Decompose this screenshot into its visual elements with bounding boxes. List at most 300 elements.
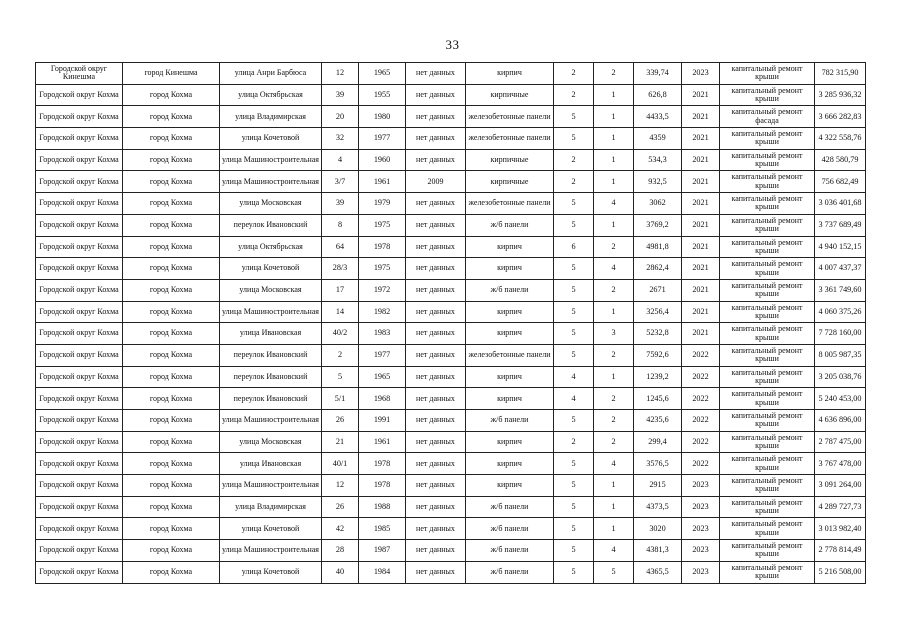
cell-floors: 5 xyxy=(554,475,594,497)
cell-wall-material: кирпич xyxy=(466,63,554,85)
cell-repair-year: 2021 xyxy=(682,128,720,150)
cell-build-year: 1983 xyxy=(359,323,406,345)
cell-work-type: капитальный ремонт фасада xyxy=(720,106,815,128)
cell-house-number: 12 xyxy=(322,63,359,85)
cell-settlement: город Кохма xyxy=(123,84,220,106)
cell-build-year: 1977 xyxy=(359,344,406,366)
cell-house-number: 12 xyxy=(322,475,359,497)
cell-repair-year: 2021 xyxy=(682,106,720,128)
cell-street: переулок Ивановский xyxy=(220,344,322,366)
cell-wall-material: железобетонные панели xyxy=(466,344,554,366)
cell-settlement: город Кохма xyxy=(123,236,220,258)
cell-house-number: 26 xyxy=(322,496,359,518)
cell-municipality: Городской округ Кохма xyxy=(36,518,123,540)
cell-settlement: город Кохма xyxy=(123,453,220,475)
cell-entrances: 4 xyxy=(594,193,634,215)
cell-cost: 428 580,79 xyxy=(815,149,866,171)
cell-work-type: капитальный ремонт крыши xyxy=(720,301,815,323)
cell-area: 4433,5 xyxy=(634,106,682,128)
cell-settlement: город Кохма xyxy=(123,475,220,497)
cell-municipality: Городской округ Кохма xyxy=(36,128,123,150)
cell-municipality: Городской округ Кохма xyxy=(36,106,123,128)
cell-last-repair-year: нет данных xyxy=(406,279,466,301)
cell-cost: 4 636 896,00 xyxy=(815,410,866,432)
cell-house-number: 20 xyxy=(322,106,359,128)
cell-floors: 6 xyxy=(554,236,594,258)
cell-wall-material: кирпич xyxy=(466,236,554,258)
cell-entrances: 2 xyxy=(594,410,634,432)
cell-house-number: 40/1 xyxy=(322,453,359,475)
cell-cost: 3 361 749,60 xyxy=(815,279,866,301)
cell-wall-material: кирпич xyxy=(466,388,554,410)
cell-entrances: 2 xyxy=(594,236,634,258)
cell-municipality: Городской округ Кохма xyxy=(36,301,123,323)
cell-area: 3576,5 xyxy=(634,453,682,475)
cell-last-repair-year: нет данных xyxy=(406,475,466,497)
cell-work-type: капитальный ремонт крыши xyxy=(720,279,815,301)
cell-municipality: Городской округ Кохма xyxy=(36,561,123,583)
cell-cost: 3 737 689,49 xyxy=(815,214,866,236)
cell-wall-material: ж/б панели xyxy=(466,214,554,236)
table-row xyxy=(36,236,866,258)
cell-build-year: 1982 xyxy=(359,301,406,323)
cell-area: 3256,4 xyxy=(634,301,682,323)
table-row xyxy=(36,431,866,453)
cell-cost: 4 007 437,37 xyxy=(815,258,866,280)
cell-build-year: 1980 xyxy=(359,106,406,128)
cell-build-year: 1968 xyxy=(359,388,406,410)
table-row xyxy=(36,410,866,432)
cell-last-repair-year: нет данных xyxy=(406,149,466,171)
cell-cost: 782 315,90 xyxy=(815,63,866,85)
cell-cost: 3 205 038,76 xyxy=(815,366,866,388)
cell-street: улица Машиностроительная xyxy=(220,149,322,171)
cell-build-year: 1977 xyxy=(359,128,406,150)
table-row xyxy=(36,106,866,128)
cell-street: улица Анри Барбюса xyxy=(220,63,322,85)
cell-work-type: капитальный ремонт крыши xyxy=(720,475,815,497)
cell-floors: 5 xyxy=(554,496,594,518)
cell-settlement: город Кохма xyxy=(123,540,220,562)
cell-entrances: 1 xyxy=(594,128,634,150)
cell-repair-year: 2022 xyxy=(682,344,720,366)
cell-entrances: 1 xyxy=(594,366,634,388)
cell-wall-material: ж/б панели xyxy=(466,561,554,583)
cell-settlement: город Кохма xyxy=(123,561,220,583)
cell-house-number: 39 xyxy=(322,193,359,215)
cell-floors: 5 xyxy=(554,193,594,215)
cell-cost: 7 728 160,00 xyxy=(815,323,866,345)
cell-repair-year: 2022 xyxy=(682,410,720,432)
cell-cost: 3 285 936,32 xyxy=(815,84,866,106)
cell-house-number: 17 xyxy=(322,279,359,301)
cell-last-repair-year: 2009 xyxy=(406,171,466,193)
cell-last-repair-year: нет данных xyxy=(406,344,466,366)
cell-wall-material: кирпич xyxy=(466,453,554,475)
cell-area: 299,4 xyxy=(634,431,682,453)
cell-floors: 5 xyxy=(554,128,594,150)
cell-floors: 5 xyxy=(554,301,594,323)
cell-municipality: Городской округ Кохма xyxy=(36,323,123,345)
cell-entrances: 1 xyxy=(594,84,634,106)
cell-floors: 5 xyxy=(554,323,594,345)
cell-work-type: капитальный ремонт крыши xyxy=(720,366,815,388)
cell-repair-year: 2023 xyxy=(682,475,720,497)
cell-municipality: Городской округ Кинешма xyxy=(36,63,123,85)
housing-repair-table xyxy=(35,62,866,584)
cell-build-year: 1978 xyxy=(359,475,406,497)
cell-floors: 5 xyxy=(554,561,594,583)
cell-last-repair-year: нет данных xyxy=(406,193,466,215)
cell-last-repair-year: нет данных xyxy=(406,366,466,388)
cell-last-repair-year: нет данных xyxy=(406,323,466,345)
cell-cost: 3 013 982,40 xyxy=(815,518,866,540)
cell-area: 3020 xyxy=(634,518,682,540)
cell-floors: 5 xyxy=(554,214,594,236)
cell-repair-year: 2023 xyxy=(682,540,720,562)
cell-last-repair-year: нет данных xyxy=(406,410,466,432)
table-row xyxy=(36,171,866,193)
cell-municipality: Городской округ Кохма xyxy=(36,149,123,171)
cell-last-repair-year: нет данных xyxy=(406,236,466,258)
table-row xyxy=(36,366,866,388)
cell-build-year: 1985 xyxy=(359,518,406,540)
cell-entrances: 2 xyxy=(594,279,634,301)
cell-entrances: 4 xyxy=(594,453,634,475)
cell-area: 2862,4 xyxy=(634,258,682,280)
cell-wall-material: ж/б панели xyxy=(466,410,554,432)
table-row xyxy=(36,84,866,106)
cell-build-year: 1965 xyxy=(359,366,406,388)
cell-floors: 5 xyxy=(554,344,594,366)
cell-area: 3769,2 xyxy=(634,214,682,236)
cell-last-repair-year: нет данных xyxy=(406,301,466,323)
cell-settlement: город Кохма xyxy=(123,171,220,193)
cell-area: 4373,5 xyxy=(634,496,682,518)
cell-work-type: капитальный ремонт крыши xyxy=(720,323,815,345)
cell-area: 4981,8 xyxy=(634,236,682,258)
cell-settlement: город Кохма xyxy=(123,410,220,432)
cell-repair-year: 2021 xyxy=(682,193,720,215)
cell-street: переулок Ивановский xyxy=(220,366,322,388)
cell-wall-material: железобетонные панели xyxy=(466,193,554,215)
cell-settlement: город Кинешма xyxy=(123,63,220,85)
cell-repair-year: 2023 xyxy=(682,63,720,85)
cell-entrances: 2 xyxy=(594,431,634,453)
cell-house-number: 28 xyxy=(322,540,359,562)
cell-entrances: 2 xyxy=(594,344,634,366)
cell-entrances: 4 xyxy=(594,258,634,280)
cell-wall-material: железобетонные панели xyxy=(466,106,554,128)
table-row xyxy=(36,149,866,171)
cell-repair-year: 2023 xyxy=(682,561,720,583)
cell-street: улица Октябрьская xyxy=(220,84,322,106)
cell-street: улица Машиностроительная xyxy=(220,171,322,193)
cell-build-year: 1991 xyxy=(359,410,406,432)
cell-work-type: капитальный ремонт крыши xyxy=(720,431,815,453)
cell-work-type: капитальный ремонт крыши xyxy=(720,518,815,540)
cell-municipality: Городской округ Кохма xyxy=(36,193,123,215)
cell-municipality: Городской округ Кохма xyxy=(36,279,123,301)
cell-wall-material: кирпич xyxy=(466,323,554,345)
cell-floors: 2 xyxy=(554,171,594,193)
cell-floors: 2 xyxy=(554,431,594,453)
cell-cost: 3 666 282,83 xyxy=(815,106,866,128)
cell-last-repair-year: нет данных xyxy=(406,214,466,236)
page-number: 33 xyxy=(445,37,460,52)
cell-repair-year: 2021 xyxy=(682,149,720,171)
cell-entrances: 1 xyxy=(594,106,634,128)
cell-street: улица Кочетовой xyxy=(220,518,322,540)
cell-last-repair-year: нет данных xyxy=(406,561,466,583)
table-row xyxy=(36,193,866,215)
cell-work-type: капитальный ремонт крыши xyxy=(720,214,815,236)
cell-street: улица Владимирская xyxy=(220,106,322,128)
cell-settlement: город Кохма xyxy=(123,323,220,345)
cell-municipality: Городской округ Кохма xyxy=(36,410,123,432)
cell-street: улица Октябрьская xyxy=(220,236,322,258)
cell-municipality: Городской округ Кохма xyxy=(36,214,123,236)
cell-street: улица Машиностроительная xyxy=(220,540,322,562)
cell-area: 7592,6 xyxy=(634,344,682,366)
cell-entrances: 2 xyxy=(594,63,634,85)
cell-area: 4381,3 xyxy=(634,540,682,562)
cell-work-type: капитальный ремонт крыши xyxy=(720,453,815,475)
cell-street: улица Ивановская xyxy=(220,453,322,475)
cell-area: 4359 xyxy=(634,128,682,150)
cell-wall-material: кирпичные xyxy=(466,84,554,106)
cell-last-repair-year: нет данных xyxy=(406,388,466,410)
cell-municipality: Городской округ Кохма xyxy=(36,344,123,366)
cell-area: 626,8 xyxy=(634,84,682,106)
cell-last-repair-year: нет данных xyxy=(406,63,466,85)
table-row xyxy=(36,453,866,475)
cell-floors: 5 xyxy=(554,518,594,540)
cell-floors: 5 xyxy=(554,106,594,128)
table-row xyxy=(36,561,866,583)
cell-street: переулок Ивановский xyxy=(220,388,322,410)
cell-municipality: Городской округ Кохма xyxy=(36,496,123,518)
cell-work-type: капитальный ремонт крыши xyxy=(720,236,815,258)
table-row xyxy=(36,323,866,345)
table-row xyxy=(36,475,866,497)
cell-work-type: капитальный ремонт крыши xyxy=(720,258,815,280)
cell-wall-material: железобетонные панели xyxy=(466,128,554,150)
cell-work-type: капитальный ремонт крыши xyxy=(720,149,815,171)
cell-area: 2915 xyxy=(634,475,682,497)
cell-area: 932,5 xyxy=(634,171,682,193)
table-row xyxy=(36,128,866,150)
table-row xyxy=(36,518,866,540)
cell-floors: 2 xyxy=(554,84,594,106)
table-row xyxy=(36,388,866,410)
cell-house-number: 28/3 xyxy=(322,258,359,280)
cell-build-year: 1965 xyxy=(359,63,406,85)
cell-house-number: 5 xyxy=(322,366,359,388)
cell-cost: 4 322 558,76 xyxy=(815,128,866,150)
cell-last-repair-year: нет данных xyxy=(406,453,466,475)
cell-street: улица Машиностроительная xyxy=(220,410,322,432)
cell-settlement: город Кохма xyxy=(123,214,220,236)
cell-repair-year: 2022 xyxy=(682,453,720,475)
cell-house-number: 14 xyxy=(322,301,359,323)
cell-build-year: 1984 xyxy=(359,561,406,583)
cell-street: улица Московская xyxy=(220,279,322,301)
cell-house-number: 3/7 xyxy=(322,171,359,193)
cell-last-repair-year: нет данных xyxy=(406,496,466,518)
cell-settlement: город Кохма xyxy=(123,106,220,128)
cell-house-number: 40 xyxy=(322,561,359,583)
cell-repair-year: 2021 xyxy=(682,258,720,280)
cell-floors: 5 xyxy=(554,540,594,562)
cell-last-repair-year: нет данных xyxy=(406,84,466,106)
cell-house-number: 42 xyxy=(322,518,359,540)
cell-house-number: 40/2 xyxy=(322,323,359,345)
cell-area: 5232,8 xyxy=(634,323,682,345)
cell-work-type: капитальный ремонт крыши xyxy=(720,128,815,150)
cell-street: улица Кочетовой xyxy=(220,128,322,150)
cell-house-number: 64 xyxy=(322,236,359,258)
cell-house-number: 32 xyxy=(322,128,359,150)
cell-cost: 5 240 453,00 xyxy=(815,388,866,410)
cell-cost: 8 005 987,35 xyxy=(815,344,866,366)
cell-build-year: 1978 xyxy=(359,236,406,258)
cell-settlement: город Кохма xyxy=(123,128,220,150)
cell-settlement: город Кохма xyxy=(123,366,220,388)
cell-wall-material: кирпич xyxy=(466,366,554,388)
cell-repair-year: 2021 xyxy=(682,236,720,258)
cell-repair-year: 2023 xyxy=(682,518,720,540)
cell-street: улица Московская xyxy=(220,431,322,453)
cell-entrances: 4 xyxy=(594,540,634,562)
cell-street: переулок Ивановский xyxy=(220,214,322,236)
table-row xyxy=(36,214,866,236)
cell-area: 534,3 xyxy=(634,149,682,171)
cell-entrances: 1 xyxy=(594,301,634,323)
cell-street: улица Кочетовой xyxy=(220,258,322,280)
cell-cost: 4 940 152,15 xyxy=(815,236,866,258)
table-row xyxy=(36,496,866,518)
cell-street: улица Машиностроительная xyxy=(220,475,322,497)
cell-repair-year: 2022 xyxy=(682,388,720,410)
cell-floors: 4 xyxy=(554,366,594,388)
cell-municipality: Городской округ Кохма xyxy=(36,236,123,258)
table-row xyxy=(36,279,866,301)
cell-wall-material: ж/б панели xyxy=(466,540,554,562)
cell-work-type: капитальный ремонт крыши xyxy=(720,171,815,193)
cell-repair-year: 2022 xyxy=(682,431,720,453)
cell-repair-year: 2023 xyxy=(682,496,720,518)
cell-wall-material: ж/б панели xyxy=(466,518,554,540)
cell-settlement: город Кохма xyxy=(123,301,220,323)
cell-area: 4365,5 xyxy=(634,561,682,583)
cell-area: 4235,6 xyxy=(634,410,682,432)
cell-house-number: 21 xyxy=(322,431,359,453)
cell-build-year: 1988 xyxy=(359,496,406,518)
cell-municipality: Городской округ Кохма xyxy=(36,171,123,193)
cell-cost: 756 682,49 xyxy=(815,171,866,193)
cell-work-type: капитальный ремонт крыши xyxy=(720,496,815,518)
table-row xyxy=(36,540,866,562)
cell-entrances: 1 xyxy=(594,518,634,540)
cell-street: улица Московская xyxy=(220,193,322,215)
cell-build-year: 1961 xyxy=(359,431,406,453)
table-body xyxy=(36,63,866,584)
cell-entrances: 1 xyxy=(594,475,634,497)
cell-settlement: город Кохма xyxy=(123,149,220,171)
cell-house-number: 8 xyxy=(322,214,359,236)
cell-work-type: капитальный ремонт крыши xyxy=(720,84,815,106)
cell-build-year: 1972 xyxy=(359,279,406,301)
cell-floors: 5 xyxy=(554,258,594,280)
cell-settlement: город Кохма xyxy=(123,344,220,366)
cell-repair-year: 2021 xyxy=(682,301,720,323)
cell-repair-year: 2021 xyxy=(682,323,720,345)
cell-entrances: 3 xyxy=(594,323,634,345)
cell-cost: 2 787 475,00 xyxy=(815,431,866,453)
cell-repair-year: 2021 xyxy=(682,214,720,236)
cell-build-year: 1975 xyxy=(359,258,406,280)
cell-work-type: капитальный ремонт крыши xyxy=(720,410,815,432)
cell-settlement: город Кохма xyxy=(123,518,220,540)
cell-work-type: капитальный ремонт крыши xyxy=(720,63,815,85)
cell-cost: 4 289 727,73 xyxy=(815,496,866,518)
cell-work-type: капитальный ремонт крыши xyxy=(720,540,815,562)
cell-house-number: 5/1 xyxy=(322,388,359,410)
table-row xyxy=(36,63,866,85)
cell-last-repair-year: нет данных xyxy=(406,258,466,280)
cell-municipality: Городской округ Кохма xyxy=(36,475,123,497)
cell-last-repair-year: нет данных xyxy=(406,128,466,150)
cell-municipality: Городской округ Кохма xyxy=(36,540,123,562)
table-row xyxy=(36,344,866,366)
cell-cost: 5 216 508,00 xyxy=(815,561,866,583)
cell-settlement: город Кохма xyxy=(123,388,220,410)
cell-wall-material: ж/б панели xyxy=(466,279,554,301)
cell-settlement: город Кохма xyxy=(123,431,220,453)
cell-floors: 5 xyxy=(554,410,594,432)
cell-area: 3062 xyxy=(634,193,682,215)
table-row xyxy=(36,301,866,323)
cell-wall-material: кирпич xyxy=(466,431,554,453)
cell-cost: 2 778 814,49 xyxy=(815,540,866,562)
cell-settlement: город Кохма xyxy=(123,258,220,280)
cell-floors: 4 xyxy=(554,388,594,410)
cell-municipality: Городской округ Кохма xyxy=(36,366,123,388)
cell-area: 2671 xyxy=(634,279,682,301)
cell-house-number: 2 xyxy=(322,344,359,366)
cell-repair-year: 2021 xyxy=(682,84,720,106)
cell-area: 1245,6 xyxy=(634,388,682,410)
cell-build-year: 1960 xyxy=(359,149,406,171)
cell-municipality: Городской округ Кохма xyxy=(36,258,123,280)
cell-last-repair-year: нет данных xyxy=(406,540,466,562)
cell-entrances: 2 xyxy=(594,388,634,410)
cell-area: 339,74 xyxy=(634,63,682,85)
cell-repair-year: 2021 xyxy=(682,171,720,193)
cell-settlement: город Кохма xyxy=(123,193,220,215)
cell-house-number: 39 xyxy=(322,84,359,106)
cell-build-year: 1987 xyxy=(359,540,406,562)
cell-repair-year: 2022 xyxy=(682,366,720,388)
table-row xyxy=(36,258,866,280)
cell-floors: 2 xyxy=(554,63,594,85)
cell-build-year: 1978 xyxy=(359,453,406,475)
cell-floors: 5 xyxy=(554,453,594,475)
cell-entrances: 1 xyxy=(594,171,634,193)
cell-repair-year: 2021 xyxy=(682,279,720,301)
cell-street: улица Владимирская xyxy=(220,496,322,518)
